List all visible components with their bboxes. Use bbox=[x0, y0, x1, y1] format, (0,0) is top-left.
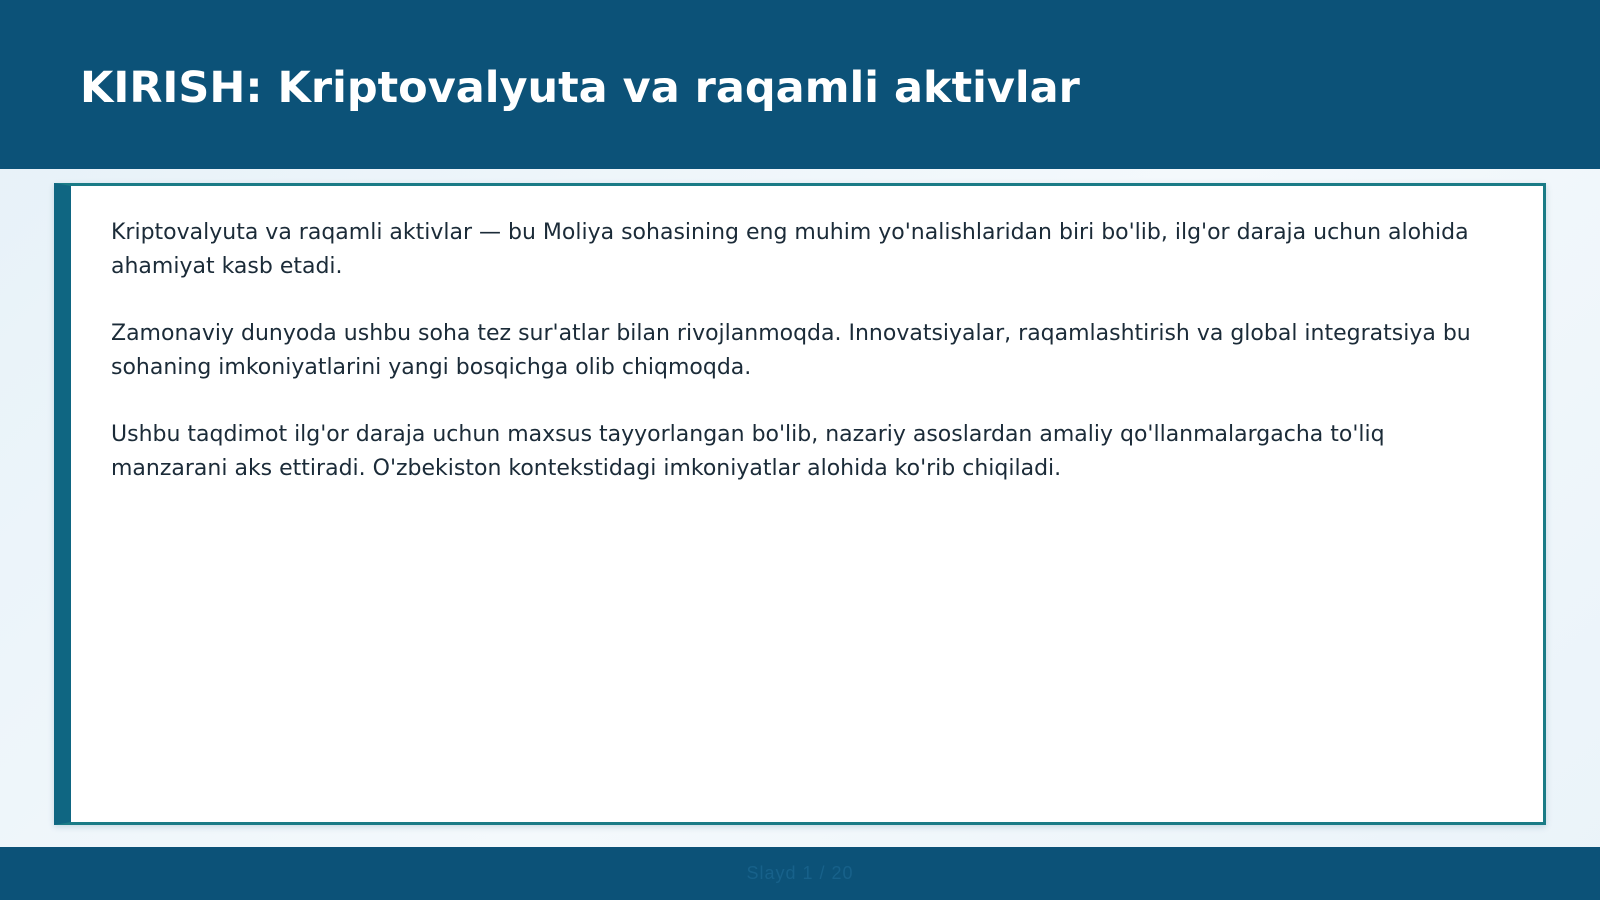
slide-header bbox=[0, 0, 1600, 169]
slide-title: KIRISH: Kriptovalyuta va raqamli aktivlar bbox=[80, 63, 1080, 113]
slide-number: Slayd 1 / 20 bbox=[746, 863, 854, 883]
content-paragraphs bbox=[111, 216, 1506, 519]
content-card bbox=[54, 183, 1546, 825]
slide-footer bbox=[0, 847, 1600, 900]
paragraph-modern-world: Zamonaviy dunyoda ushbu soha tez sur'atlar bilan rivojlanmoqda. Innovatsiyalar, raqamlashtirish va global integratsiya bu sohaning imkoniyatlarini yangi bosqichga olib chiqmoqda. bbox=[111, 321, 1471, 380]
paragraph-intro: Kriptovalyuta va raqamli aktivlar — bu Moliya sohasining eng muhim yo'nalishlaridan biri bo'lib, ilg'or daraja uchun alohida ahamiyat kasb etadi. bbox=[111, 220, 1469, 279]
paragraph-presentation-scope: Ushbu taqdimot ilg'or daraja uchun maxsus tayyorlangan bo'lib, nazariy asoslardan amaliy qo'llanmalargacha to'liq manzarani aks ettiradi. O'zbekiston kontekstidagi imkoniyatlar alohida ko'rib chiqiladi. bbox=[111, 422, 1385, 481]
